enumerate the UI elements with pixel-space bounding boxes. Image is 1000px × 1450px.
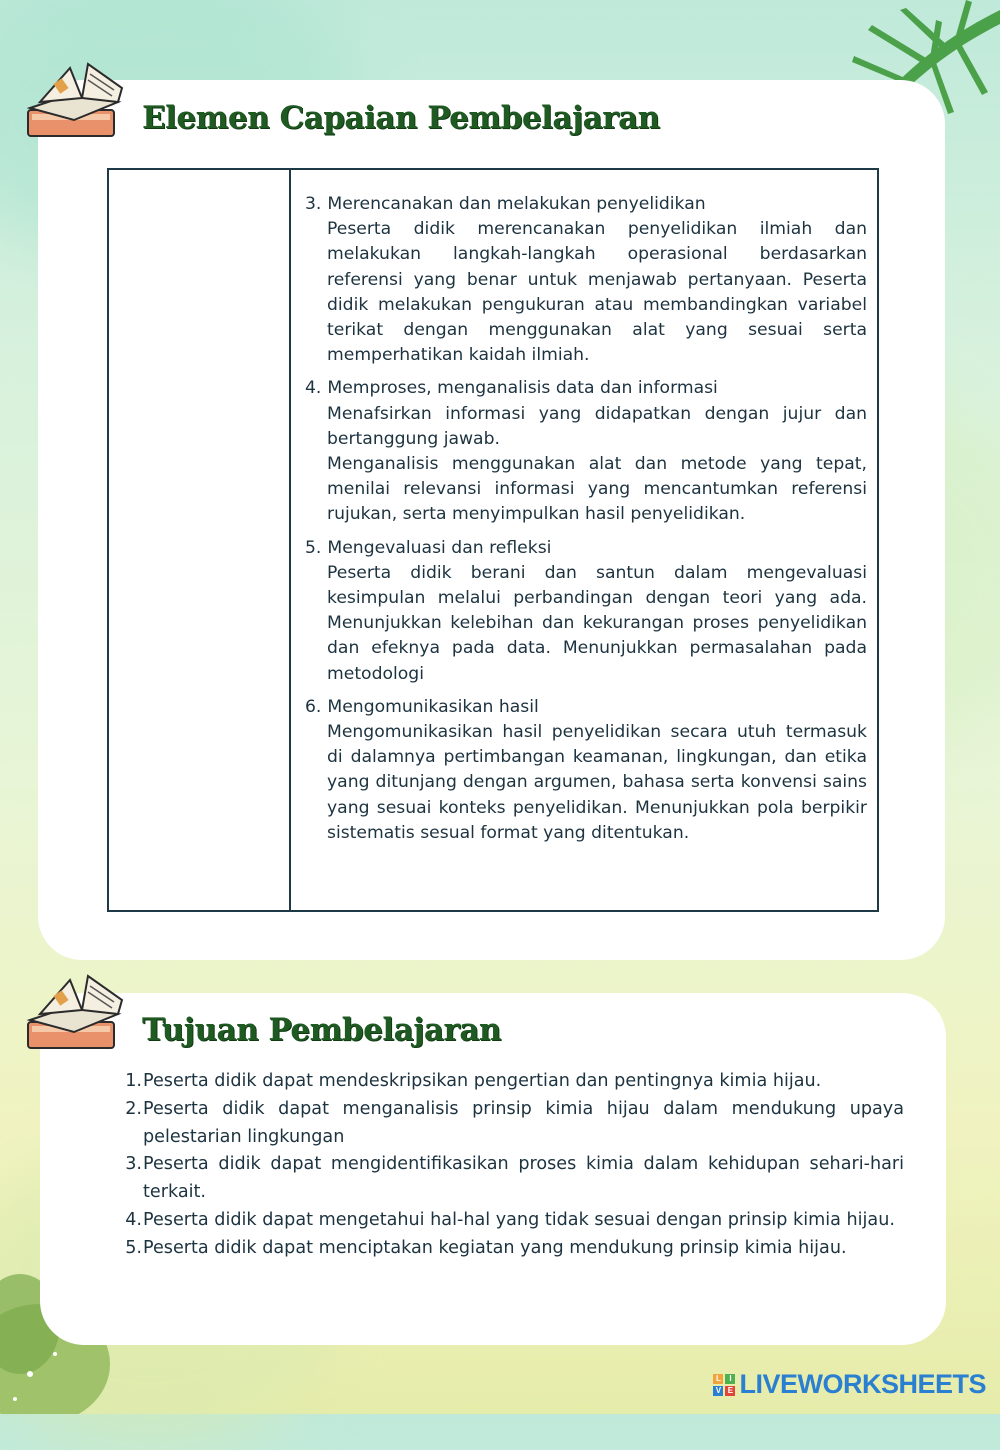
capaian-item-number: 4. — [305, 378, 322, 399]
capaian-list-item — [305, 536, 867, 687]
tujuan-item-number: 5. — [125, 1237, 142, 1258]
capaian-list-item — [305, 376, 867, 527]
capaian-item-heading: Memproses, menganalisis data dan informasi — [327, 378, 718, 399]
capaian-item-description — [305, 720, 867, 846]
capaian-item-number: 5. — [305, 537, 322, 558]
tujuan-item-text: Peserta didik dapat mengidentifikasikan proses kimia dalam kehidupan sehari-hari terkait. — [143, 1154, 904, 1203]
open-book-icon — [22, 970, 132, 1056]
capaian-list-item — [305, 192, 867, 368]
capaian-item-paragraph: Peserta didik merencanakan penyelidikan ilmiah dan melakukan langkah-langkah operasional berdasarkan referensi yang benar untuk menjawab pertanyaan. Peserta didik melakukan pengukuran atau membandingkan variabel terikat dengan menggunakan alat yang sesuai serta memperhatikan kaidah ilmiah. — [327, 219, 867, 366]
capaian-table-content — [305, 192, 867, 854]
capaian-item-description — [305, 217, 867, 368]
capaian-item-heading: Merencanakan dan melakukan penyelidikan — [327, 194, 706, 214]
tujuan-list-item — [118, 1068, 904, 1096]
tujuan-item-number: 3. — [125, 1154, 142, 1175]
liveworksheets-wordmark: LIVEWORKSHEETS — [739, 1369, 986, 1399]
tujuan-list-item — [118, 1151, 904, 1207]
capaian-item-number: 6. — [305, 696, 322, 717]
tujuan-item-text: Peserta didik dapat mendeskripsikan pengertian dan pentingnya kimia hijau. — [143, 1071, 822, 1091]
capaian-item-paragraph: Peserta didik berani dan santun dalam mengevaluasi kesimpulan melalui perbandingan dengan teori yang ada. Menunjukkan kelebihan dan kekurangan proses penyelidikan dan efeknya pada data. Menunjukkan permasalahan pada metodologi — [327, 562, 867, 684]
tujuan-item-text: Peserta didik dapat menciptakan kegiatan yang mendukung prinsip kimia hijau. — [143, 1237, 847, 1258]
table-column-divider — [289, 170, 291, 910]
tujuan-item-text: Peserta didik dapat mengetahui hal-hal yang tidak sesuai dengan prinsip kimia hijau. — [143, 1209, 895, 1230]
tujuan-list-item — [118, 1096, 904, 1152]
capaian-item-heading: Mengevaluasi dan refleksi — [327, 537, 552, 558]
tujuan-list-item — [118, 1207, 904, 1235]
capaian-item-heading: Mengomunikasikan hasil — [327, 696, 539, 717]
capaian-table — [107, 168, 879, 912]
open-book-icon — [22, 58, 132, 144]
liveworksheets-logo-icon — [713, 1374, 735, 1396]
capaian-list-item — [305, 695, 867, 846]
tujuan-item-number: 2. — [125, 1098, 142, 1119]
tujuan-item-text: Peserta didik dapat menganalisis prinsip kimia hijau dalam mendukung upaya pelestarian lingkungan — [143, 1098, 904, 1147]
capaian-item-paragraph: Menganalisis menggunakan alat dan metode yang tepat, menilai relevansi informasi yang mencantumkan referensi rujukan, serta menyimpulkan hasil penyelidikan. — [327, 454, 867, 525]
capaian-item-number: 3. — [305, 194, 322, 214]
capaian-item-paragraph: Mengomunikasikan hasil penyelidikan secara utuh termasuk di dalamnya pertimbangan keamanan, lingkungan, dan etika yang ditunjang dengan argumen, bahasa serta konvensi sains yang sesuai konteks penyelidikan. Menunjukkan pola berpikir sistematis sesual format yang ditentukan. — [327, 722, 867, 843]
logo-letter: E — [725, 1386, 735, 1396]
tujuan-list — [118, 1068, 904, 1263]
section-title-tujuan: Tujuan Pembelajaran — [142, 1012, 501, 1048]
liveworksheets-brand[interactable] — [713, 1369, 986, 1400]
logo-letter: L — [713, 1374, 723, 1384]
tujuan-item-number: 4. — [125, 1209, 142, 1230]
capaian-item-description — [305, 402, 867, 528]
logo-letter: I — [725, 1374, 735, 1384]
section-title-capaian: Elemen Capaian Pembelajaran — [142, 100, 660, 136]
logo-letter: V — [713, 1386, 723, 1396]
capaian-item-description — [305, 561, 867, 687]
tujuan-list-item — [118, 1235, 904, 1263]
tujuan-item-number: 1. — [125, 1071, 142, 1091]
capaian-item-paragraph: Menafsirkan informasi yang didapatkan dengan jujur dan bertanggung jawab. — [327, 403, 867, 449]
